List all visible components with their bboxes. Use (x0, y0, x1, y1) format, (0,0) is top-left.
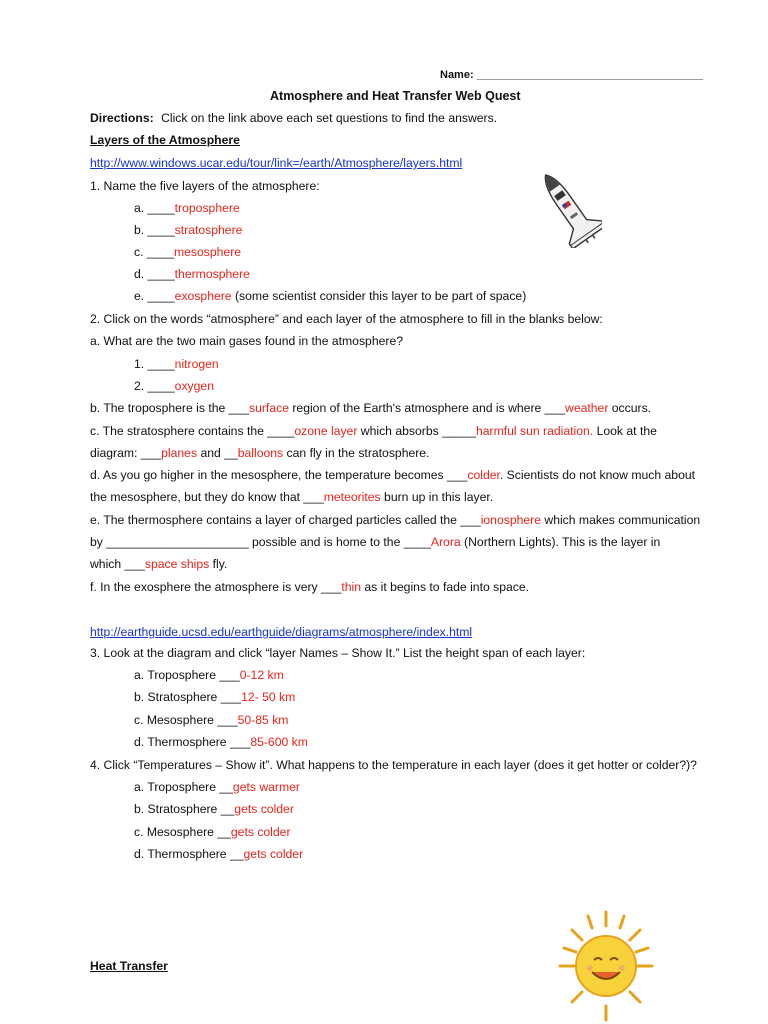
q3-item: a. Troposphere ___0-12 km (134, 668, 284, 682)
q1-item: d. ____thermosphere (134, 267, 250, 281)
q1-item: e. ____exosphere (some scientist consider this layer to be part of space) (134, 289, 527, 303)
q3-item: b. Stratosphere ___12- 50 km (134, 690, 296, 704)
answer: mesosphere (173, 245, 242, 259)
answer: 50-85 km (237, 713, 289, 727)
q4-item: b. Stratosphere __gets colder (134, 802, 294, 816)
answer: gets colder (230, 825, 291, 839)
q4-item: c. Mesosphere __gets colder (134, 825, 291, 839)
q3-question: 3. Look at the diagram and click “layer Names – Show It.” List the height span of each layer: (90, 646, 586, 660)
q3-item: c. Mesosphere ___50-85 km (134, 713, 289, 727)
q1-item: b. ____stratosphere (134, 223, 243, 237)
q1-question: 1. Name the five layers of the atmosphere: (90, 179, 320, 193)
sun-image (556, 908, 656, 1024)
q4-item: a. Troposphere __gets warmer (134, 780, 300, 794)
q4-question: 4. Click “Temperatures – Show it”. What happens to the temperature in each layer (does it get hotter or colder?)? (90, 758, 697, 772)
q2a-question: a. What are the two main gases found in the atmosphere? (90, 334, 403, 348)
directions (90, 111, 497, 125)
answer: 85-600 km (250, 735, 308, 749)
q1-item: a. ____troposphere (134, 201, 240, 215)
q2a-item: 1. ____nitrogen (134, 357, 219, 371)
q3-item: d. Thermosphere ___85-600 km (134, 735, 308, 749)
answer: 12- 50 km (241, 690, 296, 704)
q2-intro: 2. Click on the words “atmosphere” and each layer of the atmosphere to fill in the blanks below: (90, 312, 603, 326)
name-label: Name: (440, 69, 474, 81)
q2e-line: e. The thermosphere contains a layer of charged particles called the ___ionosphere which makes communication (90, 513, 701, 527)
name-field[interactable] (440, 68, 703, 82)
answer: gets colder (234, 802, 294, 816)
q2b-line: b. The troposphere is the ___surface region of the Earth's atmosphere and is where ___weather occurs. (90, 401, 652, 415)
directions-label: Directions: (90, 111, 154, 125)
answer: troposphere (174, 201, 240, 215)
q2d-line-2: the mesosphere, but they do know that ___meteorites burn up in this layer. (90, 490, 494, 504)
q2c-line-2: diagram: ___planes and __balloons can fly in the stratosphere. (90, 446, 430, 460)
q2e-line-3: which ___space ships fly. (90, 557, 228, 571)
q4-item: d. Thermosphere __gets colder (134, 847, 304, 861)
answer: thermosphere (174, 267, 250, 281)
q2c-line: c. The stratosphere contains the ____ozone layer which absorbs _____harmful sun radiation. Look at the (90, 424, 657, 438)
answer: 0-12 km (239, 668, 284, 682)
earthguide-link[interactable]: http://earthguide.ucsd.edu/earthguide/diagrams/atmosphere/index.html (90, 625, 473, 639)
answer: gets warmer (232, 780, 300, 794)
answer: oxygen (174, 379, 214, 393)
answer: exosphere (174, 289, 232, 303)
answer: nitrogen (174, 357, 219, 371)
q2d-line: d. As you go higher in the mesosphere, the temperature becomes ___colder. Scientists do not know much about (90, 468, 696, 482)
directions-text: Click on the link above each set questions to find the answers. (161, 111, 498, 125)
name-blank[interactable]: _____________________________________ (476, 69, 704, 81)
layers-link[interactable]: http://www.windows.ucar.edu/tour/link=/earth/Atmosphere/layers.html (90, 156, 463, 170)
q2e-line-2: by _____________________ possible and is home to the ____Arora (Northern Lights). This is the layer in (90, 535, 661, 549)
section-heading-layers: Layers of the Atmosphere (90, 133, 240, 147)
space-shuttle-image (534, 166, 602, 248)
q2f-line: f. In the exosphere the atmosphere is very ___thin as it begins to fade into space. (90, 580, 530, 594)
q1-item: c. ____mesosphere (134, 245, 242, 259)
answer: gets colder (243, 847, 304, 861)
section-heading-heat-transfer: Heat Transfer (90, 959, 168, 973)
answer: stratosphere (174, 223, 243, 237)
q2a-item: 2. ____oxygen (134, 379, 214, 393)
page-title: Atmosphere and Heat Transfer Web Quest (270, 89, 521, 103)
